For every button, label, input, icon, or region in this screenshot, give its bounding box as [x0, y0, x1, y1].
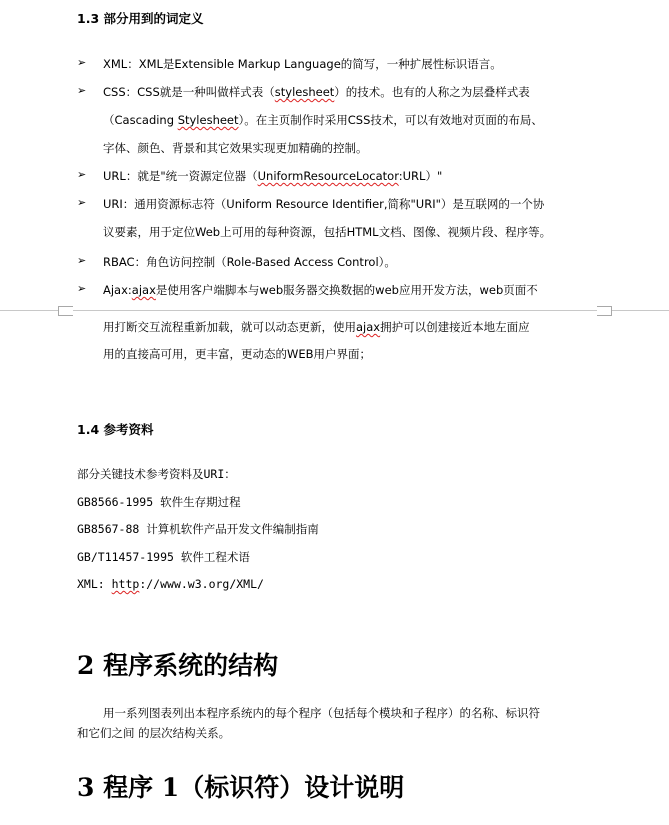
- uri-definition-line1: URI：通用资源标志符（Uniform Resource Identifier,简称"URI"）是互联网的一个协: [103, 197, 545, 211]
- rbac-definition: RBAC：角色访问控制（Role-Based Access Control）。: [103, 255, 396, 269]
- section-1-3-heading: 1.3 部分用到的词定义: [77, 11, 204, 26]
- page-break-line: [0, 310, 669, 311]
- css-definition-line3: 字体、颜色、背景和其它效果实现更加精确的控制。: [103, 141, 368, 155]
- css-definition-line1: CSS：CSS就是一种叫做样式表（stylesheet）的技术。也有的人称之为层叠样式表: [103, 85, 530, 99]
- spellcheck-mark: UniformResourceLocator: [257, 169, 399, 183]
- ajax-definition-line2: 用打断交互流程重新加载，就可以动态更新，使用ajax拥护可以创建接近本地左面应: [103, 320, 530, 334]
- spellcheck-mark: Stylesheet: [177, 113, 239, 127]
- xml-reference-link: XML: http://www.w3.org/XML/: [77, 577, 264, 591]
- page-corner-left: [58, 306, 73, 316]
- reference-item: GB8566-1995 软件生存期过程: [77, 495, 241, 509]
- bullet-arrow-icon: ➢: [77, 56, 87, 69]
- bullet-arrow-icon: ➢: [77, 196, 87, 209]
- section-2-paragraph-line2: 和它们之间 的层次结构关系。: [77, 726, 231, 740]
- xml-definition: XML：XML是Extensible Markup Language的简写，一种扩展性标识语言。: [103, 57, 502, 71]
- ajax-definition-line3: 用的直接高可用，更丰富，更动态的WEB用户界面；: [103, 347, 372, 361]
- uri-definition-line2: 议要素，用于定位Web上可用的每种资源，包括HTML文档、图像、视频片段、程序等。: [103, 225, 552, 239]
- references-intro: 部分关键技术参考资料及URI：: [77, 467, 236, 481]
- section-2-paragraph-line1: 用一系列图表列出本程序系统内的每个程序（包括每个模块和子程序）的名称、标识符: [103, 706, 540, 720]
- ajax-definition-line1: Ajax:ajax是使用客户端脚本与web服务器交换数据的web应用开发方法，web页面不: [103, 283, 538, 297]
- bullet-arrow-icon: ➢: [77, 84, 87, 97]
- bullet-arrow-icon: ➢: [77, 282, 87, 295]
- page-corner-right: [597, 306, 612, 316]
- spellcheck-mark: ajax: [356, 320, 381, 334]
- reference-item: GB/T11457-1995 软件工程术语: [77, 550, 250, 564]
- reference-item: GB8567-88 计算机软件产品开发文件编制指南: [77, 522, 319, 536]
- bullet-arrow-icon: ➢: [77, 254, 87, 267]
- section-1-4-heading: 1.4 参考资料: [77, 422, 154, 437]
- url-definition: URL：就是"统一资源定位器（UniformResourceLocator:URL）": [103, 169, 443, 183]
- page-break: [0, 305, 669, 317]
- section-3-heading: 3 程序 1（标识符）设计说明: [77, 773, 405, 802]
- bullet-arrow-icon: ➢: [77, 168, 87, 181]
- section-2-heading: 2 程序系统的结构: [77, 651, 279, 680]
- spellcheck-mark: ajax: [131, 283, 156, 297]
- spellcheck-mark[interactable]: http: [111, 577, 140, 591]
- css-definition-line2: （Cascading Stylesheet）。在主页制作时采用CSS技术，可以有效地对页面的布局、: [103, 113, 543, 127]
- spellcheck-mark: stylesheet: [274, 85, 335, 99]
